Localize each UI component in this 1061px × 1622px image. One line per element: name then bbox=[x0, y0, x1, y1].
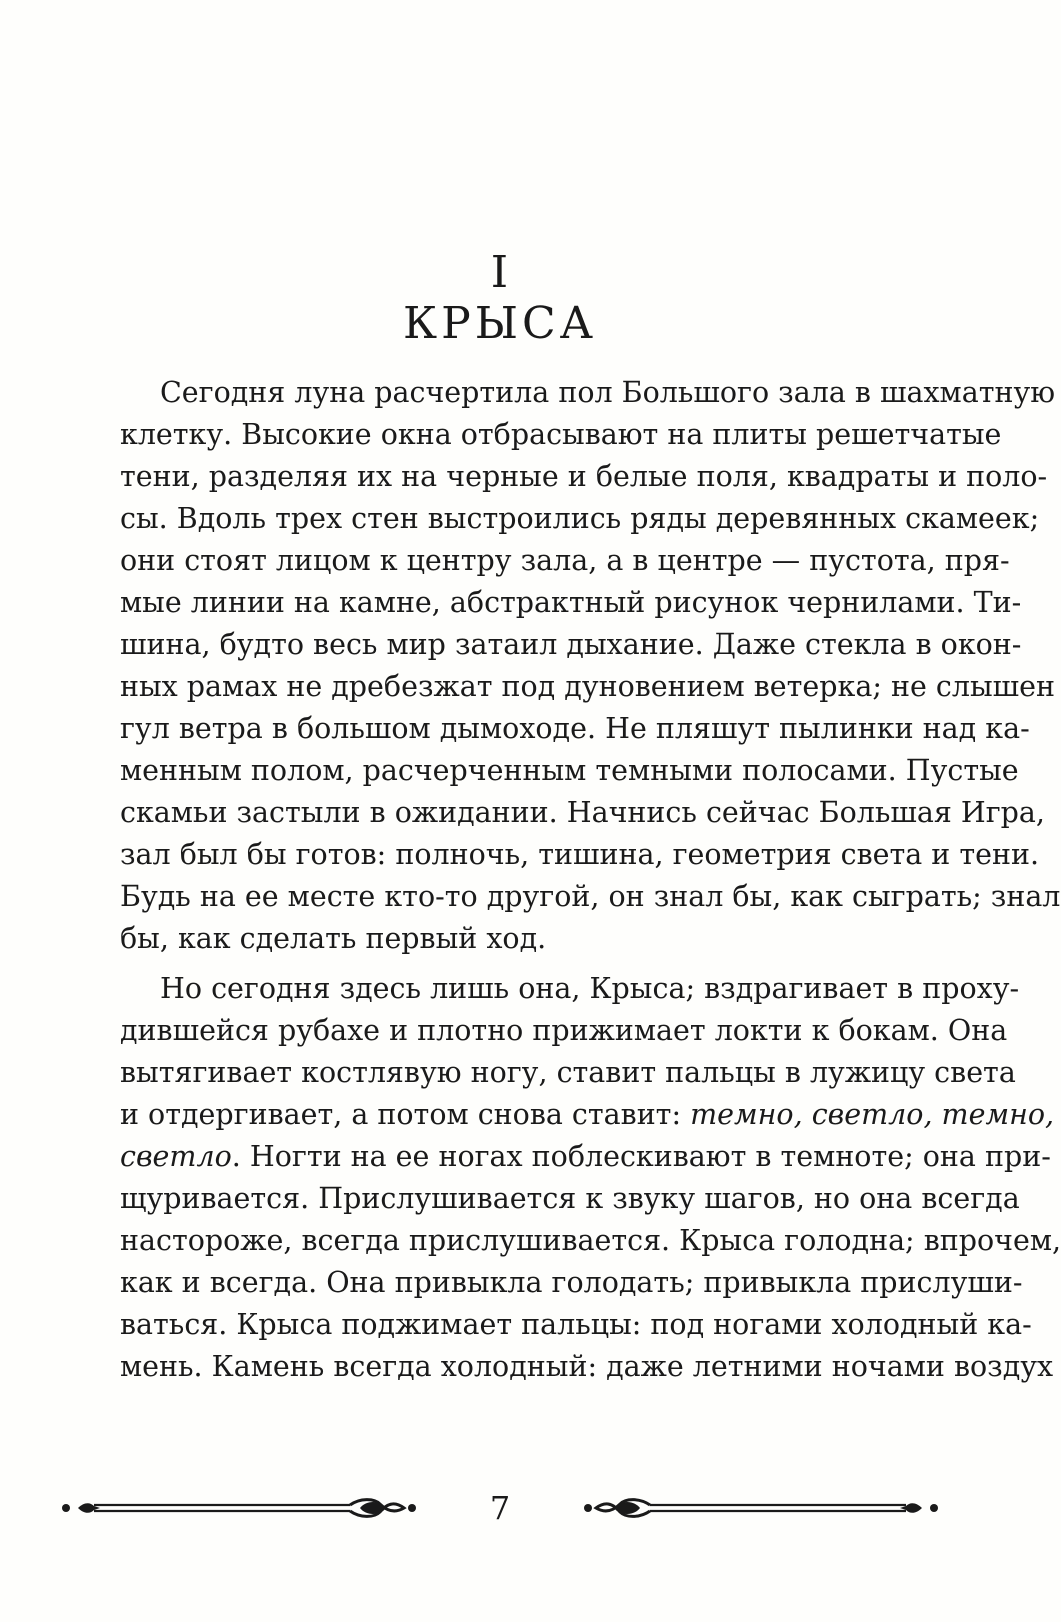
text-line: настороже, всегда прислушивается. Крыса голодна; впрочем, bbox=[120, 1224, 1061, 1257]
text-line: шина, будто весь мир затаил дыхание. Даже стекла в окон- bbox=[120, 628, 1022, 661]
text-line: клетку. Высокие окна отбрасывают на плиты решетчатые bbox=[120, 418, 1002, 451]
text-line: как и всегда. Она привыкла голодать; привыкла прислуши- bbox=[120, 1266, 1023, 1299]
text-line: Но сегодня здесь лишь она, Крыса; вздрагивает в проху- bbox=[160, 972, 1020, 1005]
text-line: Будь на ее месте кто-то другой, он знал бы, как сыграть; знал bbox=[120, 880, 1061, 913]
text-line: щуривается. Прислушивается к звуку шагов, но она всегда bbox=[120, 1182, 1020, 1215]
text-line: мые линии на камне, абстрактный рисунок чернилами. Ти- bbox=[120, 586, 1022, 619]
body-text bbox=[80, 372, 1061, 1388]
paragraph-2 bbox=[80, 968, 1061, 1388]
text-line: Сегодня луна расчертила пол Большого зала в шахматную bbox=[160, 376, 1056, 409]
text-line: вытягивает костлявую ногу, ставит пальцы в лужицу света bbox=[120, 1056, 1016, 1089]
left-ornament-icon bbox=[60, 1494, 430, 1522]
page-footer bbox=[60, 1488, 940, 1528]
text-line: зал был бы готов: полночь, тишина, геометрия света и тени. bbox=[120, 838, 1040, 871]
italic-text: светло bbox=[120, 1140, 232, 1173]
paragraph-1 bbox=[80, 372, 1061, 960]
right-ornament-icon bbox=[570, 1494, 940, 1522]
text-line: скамьи застыли в ожидании. Начнись сейчас Большая Игра, bbox=[120, 796, 1045, 829]
text-line: дившейся рубахе и плотно прижимает локти к бокам. Она bbox=[120, 1014, 1008, 1047]
text-line: бы, как сделать первый ход. bbox=[120, 922, 547, 955]
text-line bbox=[80, 1136, 1051, 1178]
text-segment: . Ногти на ее ногах поблескивают в темноте; она при- bbox=[231, 1140, 1051, 1173]
chapter-title: КРЫСА bbox=[403, 298, 597, 349]
text-line: тени, разделяя их на черные и белые поля, квадраты и поло- bbox=[120, 460, 1048, 493]
italic-text: темно, светло, темно, bbox=[690, 1098, 1055, 1131]
chapter-number: I bbox=[490, 247, 510, 298]
text-line: сы. Вдоль трех стен выстроились ряды деревянных скамеек; bbox=[120, 502, 1040, 535]
text-segment: и отдергивает, а потом снова ставит: bbox=[120, 1098, 691, 1131]
text-line: гул ветра в большом дымоходе. Не пляшут пылинки над ка- bbox=[120, 712, 1030, 745]
text-line: ваться. Крыса поджимает пальцы: под ногами холодный ка- bbox=[120, 1308, 1032, 1341]
text-line: менным полом, расчерченным темными полосами. Пустые bbox=[120, 754, 1019, 787]
text-line: ных рамах не дребезжат под дуновением ветерка; не слышен bbox=[120, 670, 1056, 703]
text-line: они стоят лицом к центру зала, а в центре — пустота, пря- bbox=[120, 544, 1010, 577]
page-number: 7 bbox=[489, 1489, 511, 1527]
text-line bbox=[80, 1094, 1055, 1136]
text-line: мень. Камень всегда холодный: даже летними ночами воздух bbox=[120, 1350, 1054, 1383]
